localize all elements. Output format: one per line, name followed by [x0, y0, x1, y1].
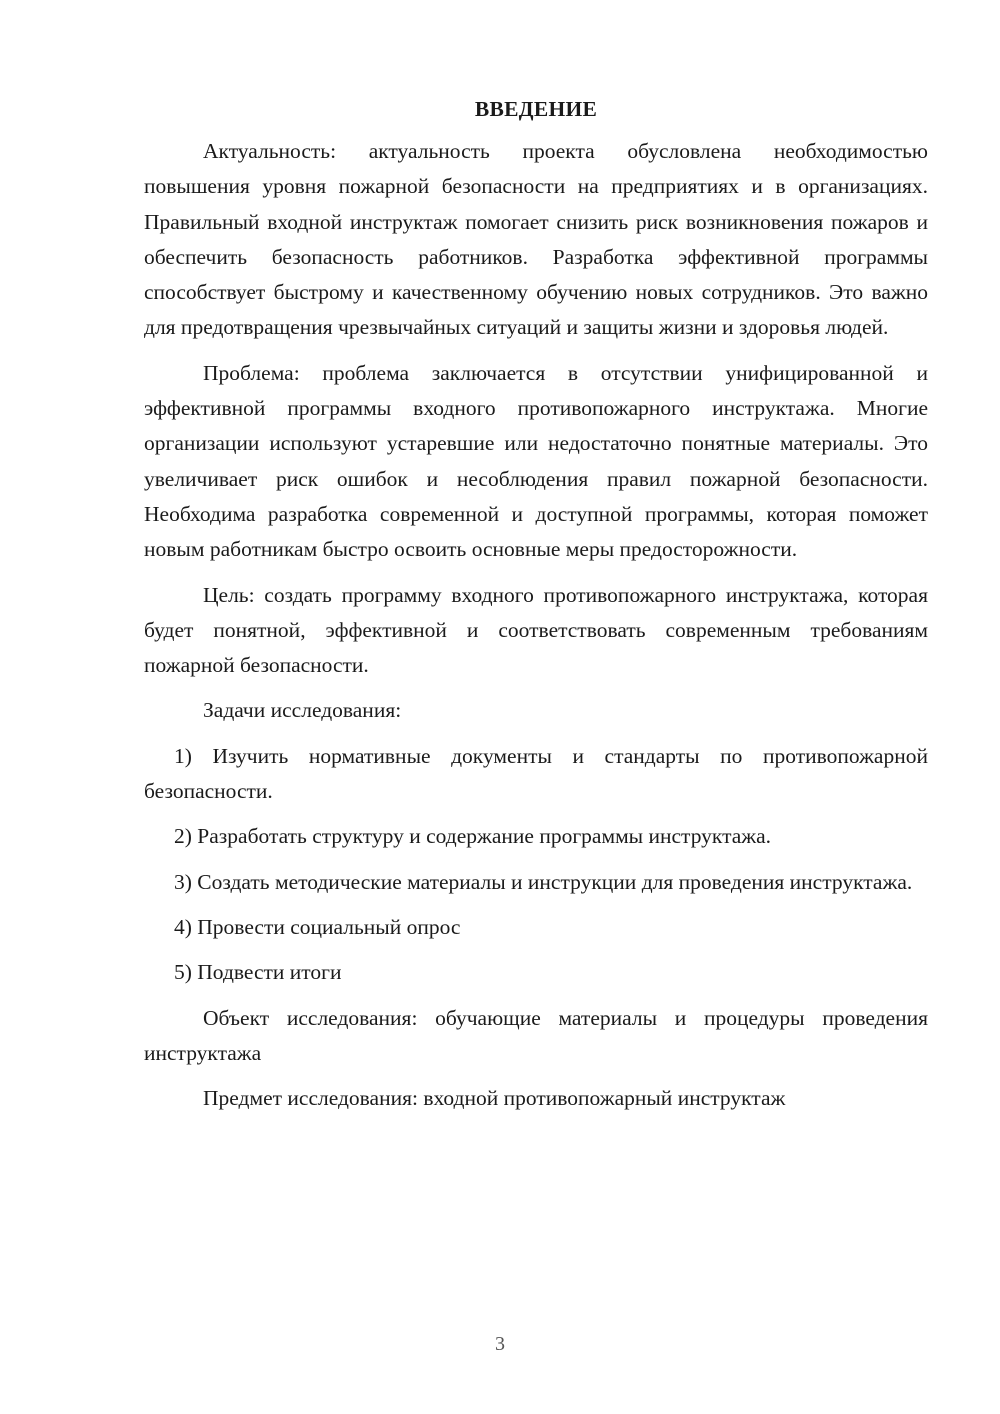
section-heading: ВВЕДЕНИЕ — [474, 97, 598, 121]
task-item-2: 2) Разработать структуру и содержание программы инструктажа. — [174, 824, 772, 849]
problem-paragraph: Проблема: проблема заключается в отсутствии унифицированной и эффективной программы входного противопожарного инструктажа. Многие организации используют устаревшие или недостаточно понятные материалы. Это увеличивает риск ошибок и несоблюдения правил пожарной безопасности. Необходима разработка современной и доступной программы, которая поможет новым работникам быстро освоить основные меры предосторожности. — [144, 360, 928, 562]
goal-paragraph: Цель: создать программу входного противопожарного инструктажа, которая будет понятной, эффективной и соответствовать современным требованиям пожарной безопасности. — [144, 582, 928, 678]
task-item-1: 1) Изучить нормативные документы и стандарты по противопожарной безопасности. — [144, 743, 928, 804]
object-paragraph: Объект исследования: обучающие материалы и процедуры проведения инструктажа — [144, 1005, 928, 1065]
subject-paragraph: Предмет исследования: входной противопожарный инструктаж — [203, 1086, 786, 1111]
task-item-3: 3) Создать методические материалы и инструкции для проведения инструктажа. — [174, 869, 913, 894]
tasks-intro: Задачи исследования: — [203, 698, 402, 723]
task-item-5: 5) Подвести итоги — [174, 960, 342, 985]
page-number: 3 — [495, 1333, 505, 1355]
document-page — [144, 92, 928, 1126]
relevance-paragraph: Актуальность: актуальность проекта обусловлена необходимостью повышения уровня пожарной безопасности на предприятиях и в организациях. Правильный входной инструктаж помогает снизить риск возникновения пожаров и обеспечить безопасность работников. Разработка эффективной программы способствует быстрому и качественному обучению новых сотрудников. Это важно для предотвращения чрезвычайных ситуаций и защиты жизни и здоровья людей. — [144, 139, 928, 340]
task-item-4: 4) Провести социальный опрос — [174, 914, 461, 939]
